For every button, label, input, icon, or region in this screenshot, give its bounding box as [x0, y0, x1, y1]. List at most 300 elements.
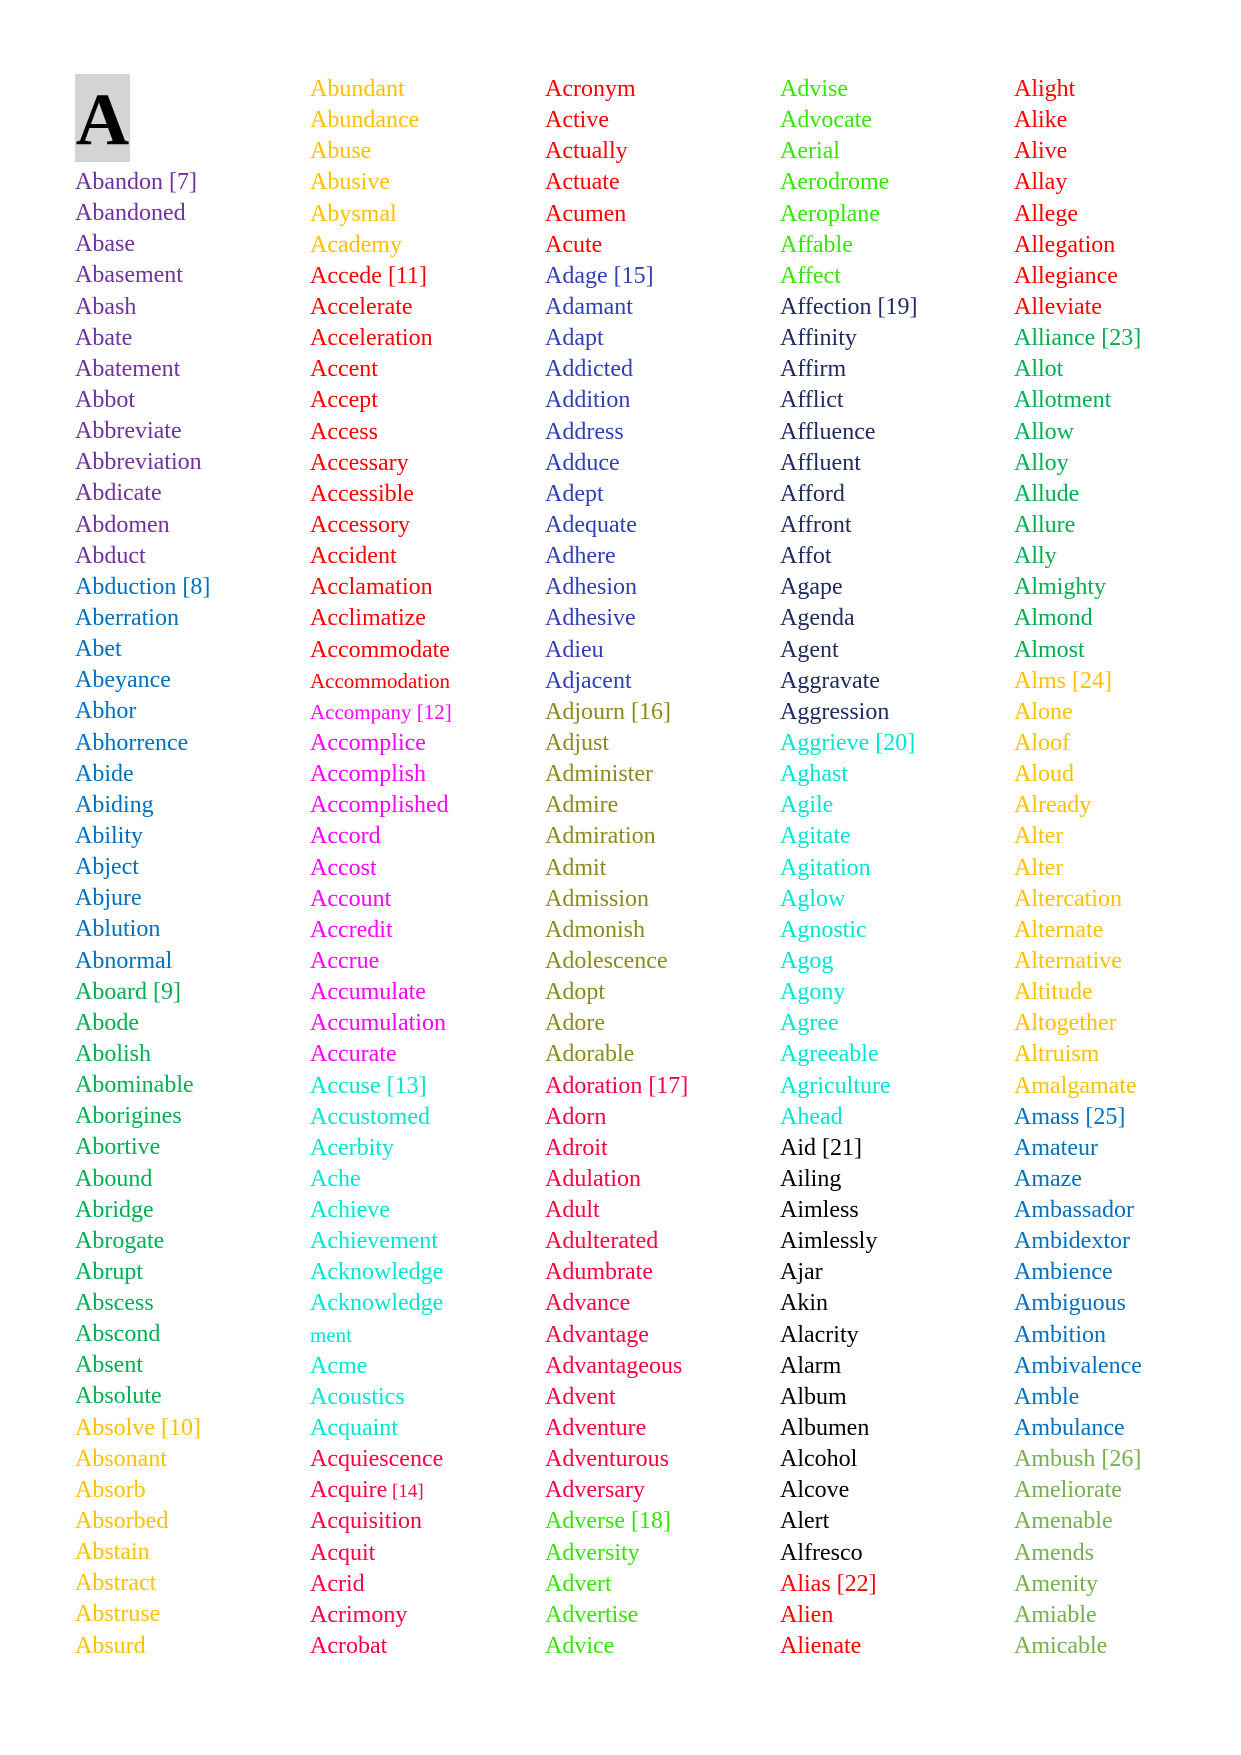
word-text: Abjure [75, 885, 142, 912]
word-entry [1014, 1133, 1241, 1164]
word-text: Agape [780, 574, 843, 601]
word-text: Abhor [75, 698, 137, 725]
word-entry [75, 1101, 305, 1132]
word-entry [780, 1475, 1010, 1506]
word-entry [1014, 1382, 1241, 1413]
word-text: Absolve [10] [75, 1414, 201, 1441]
word-entry [545, 510, 775, 541]
word-text: Abundant [310, 76, 405, 102]
word-text: Abnormal [75, 947, 173, 974]
word-text: Acrid [310, 1570, 365, 1597]
word-entry [75, 292, 305, 323]
word-entry [545, 697, 775, 728]
word-entry [310, 105, 540, 136]
word-entry [780, 136, 1010, 167]
word-entry [310, 1102, 540, 1133]
word-entry [1014, 635, 1241, 666]
word-entry [545, 1631, 775, 1662]
word-text: Alternate [1014, 916, 1104, 943]
word-text: Adamant [545, 293, 633, 320]
word-text: Adage [15] [545, 262, 654, 289]
word-text: Acute [545, 231, 603, 258]
word-text: Accommodate [310, 636, 450, 663]
word-entry [310, 728, 540, 759]
word-text: Acrobat [310, 1633, 388, 1660]
word-entry [545, 1071, 775, 1102]
word-text: Aerial [780, 138, 840, 165]
word-entry [1014, 74, 1241, 105]
word-entry [545, 946, 775, 977]
word-text: Acrimony [310, 1601, 408, 1628]
word-text: Ambush [26] [1014, 1446, 1142, 1473]
word-text: Achievement [310, 1228, 438, 1255]
word-entry [75, 1319, 305, 1350]
word-text: Ailing [780, 1165, 842, 1192]
word-text: Abandon [7] [75, 169, 197, 195]
word-entry [310, 603, 540, 634]
word-text: Abscess [75, 1290, 154, 1317]
word-text: Ache [310, 1165, 361, 1192]
word-text: Agreeable [780, 1041, 879, 1068]
word-entry [310, 385, 540, 416]
word-entry [545, 821, 775, 852]
word-entry [1014, 1320, 1241, 1351]
word-text: Affect [780, 262, 841, 289]
word-entry [75, 198, 305, 229]
word-text: Affection [19] [780, 293, 918, 320]
word-entry [75, 229, 305, 260]
word-entry [1014, 1288, 1241, 1319]
word-text: Ability [75, 822, 144, 849]
word-text: Accessory [310, 511, 410, 538]
word-text: Alfresco [780, 1539, 863, 1566]
word-text: Abbot [75, 386, 135, 413]
word-entry [310, 1039, 540, 1070]
word-text: Album [780, 1383, 847, 1410]
word-entry [310, 261, 540, 292]
word-entry [545, 230, 775, 261]
word-entry [75, 1288, 305, 1319]
word-entry [1014, 136, 1241, 167]
word-entry [1014, 1506, 1241, 1537]
word-entry [780, 635, 1010, 666]
word-entry [545, 1600, 775, 1631]
word-text: Altogether [1014, 1010, 1117, 1037]
word-entry [310, 417, 540, 448]
word-text: Advert [545, 1570, 612, 1597]
word-text: Adduce [545, 449, 620, 476]
word-text: Allot [1014, 356, 1064, 383]
word-entry [780, 603, 1010, 634]
word-text: Allegation [1014, 231, 1116, 258]
word-entry [310, 572, 540, 603]
word-entry [1014, 354, 1241, 385]
word-text: Ambivalence [1014, 1352, 1142, 1379]
word-entry [1014, 1039, 1241, 1070]
word-text: Alone [1014, 698, 1073, 725]
word-text: Alleviate [1014, 293, 1102, 320]
word-entry [780, 167, 1010, 198]
word-text: Abound [75, 1165, 153, 1192]
word-text: Active [545, 107, 609, 134]
word-entry [75, 1381, 305, 1412]
word-text: Acerbity [310, 1134, 394, 1161]
word-text: Agnostic [780, 916, 867, 943]
word-entry [75, 447, 305, 478]
word-text: Achieve [310, 1197, 390, 1224]
word-entry [780, 230, 1010, 261]
word-entry [545, 853, 775, 884]
word-entry [780, 1320, 1010, 1351]
word-entry [545, 1351, 775, 1382]
word-entry [545, 603, 775, 634]
word-text: Abusive [310, 169, 390, 196]
word-entry [1014, 1569, 1241, 1600]
word-text: Alienate [780, 1633, 862, 1660]
word-text: Adorn [545, 1103, 607, 1130]
word-entry [75, 946, 305, 977]
word-text: Absorb [75, 1476, 146, 1503]
word-text: Absent [75, 1352, 143, 1379]
word-column-5 [1014, 74, 1241, 1662]
word-entry [780, 510, 1010, 541]
word-entry [75, 1413, 305, 1444]
word-entry [310, 1444, 540, 1475]
word-text: Adjust [545, 729, 610, 756]
word-text: Acronym [545, 76, 636, 102]
word-text: Acquit [310, 1539, 376, 1566]
word-entry [1014, 915, 1241, 946]
word-text: Adult [545, 1197, 600, 1224]
word-text: Abject [75, 854, 139, 881]
word-text: Aboard [9] [75, 978, 181, 1005]
word-text: Accrue [310, 947, 380, 974]
word-text: Affirm [780, 356, 847, 383]
word-text: Agree [780, 1010, 839, 1037]
word-entry [75, 541, 305, 572]
word-entry [310, 697, 540, 728]
word-entry [545, 1008, 775, 1039]
word-entry [75, 1537, 305, 1568]
word-entry [75, 1444, 305, 1475]
word-text: Acoustics [310, 1383, 405, 1410]
word-text: Absolute [75, 1383, 162, 1410]
word-entry [780, 292, 1010, 323]
word-text: Acme [310, 1352, 368, 1379]
word-entry [545, 666, 775, 697]
word-text: Abrupt [75, 1258, 143, 1285]
word-text: Adversity [545, 1539, 640, 1566]
word-text: Afflict [780, 387, 844, 414]
word-text: Abiding [75, 791, 154, 818]
word-entry [545, 261, 775, 292]
word-entry [75, 167, 305, 198]
word-text: Amaze [1014, 1165, 1082, 1192]
word-text: Affable [780, 231, 853, 258]
word-entry [545, 1257, 775, 1288]
word-text: Accident [310, 543, 397, 570]
word-text: Admission [545, 885, 650, 912]
word-text: Advice [545, 1633, 615, 1660]
word-text: Alter [1014, 854, 1064, 881]
word-entry [310, 1538, 540, 1569]
word-text: Acquiescence [310, 1446, 444, 1473]
word-entry [1014, 385, 1241, 416]
word-entry [75, 1568, 305, 1599]
word-text: Accurate [310, 1041, 397, 1068]
word-text: Addicted [545, 356, 633, 383]
word-entry [780, 821, 1010, 852]
word-entry [780, 1226, 1010, 1257]
word-entry [310, 199, 540, 230]
word-entry [1014, 977, 1241, 1008]
word-text: Abysmal [310, 200, 397, 227]
word-text: Agog [780, 947, 834, 974]
word-entry [75, 914, 305, 945]
word-text: Amicable [1014, 1633, 1108, 1660]
word-text: Affront [780, 511, 852, 538]
word-entry [1014, 728, 1241, 759]
word-entry [545, 105, 775, 136]
word-text: Adulterated [545, 1228, 659, 1255]
word-text: Ambulance [1014, 1415, 1125, 1442]
word-text: Ambition [1014, 1321, 1107, 1348]
word-text: Adequate [545, 511, 637, 538]
word-text: Ambiguous [1014, 1290, 1127, 1317]
word-entry [310, 666, 540, 697]
word-text: Ahead [780, 1103, 843, 1130]
word-text: Allay [1014, 169, 1068, 196]
word-entry [1014, 261, 1241, 292]
word-entry [545, 385, 775, 416]
word-text: Accessary [310, 449, 409, 476]
word-entry [310, 1631, 540, 1662]
word-entry [780, 790, 1010, 821]
word-entry [310, 853, 540, 884]
word-text: Abrogate [75, 1227, 165, 1254]
word-text: Advantageous [545, 1352, 683, 1379]
word-text: Accent [310, 356, 378, 383]
word-text: Affluence [780, 418, 876, 445]
word-entry [780, 417, 1010, 448]
word-entry [780, 1538, 1010, 1569]
word-text: Accept [310, 387, 378, 414]
word-entry [1014, 666, 1241, 697]
word-text: Amble [1014, 1383, 1080, 1410]
word-entry [780, 853, 1010, 884]
word-entry [1014, 323, 1241, 354]
word-entry [1014, 946, 1241, 977]
word-entry [310, 946, 540, 977]
word-entry [1014, 759, 1241, 790]
word-text: Accessible [310, 480, 414, 507]
word-text: Accelerate [310, 293, 413, 320]
word-entry [310, 354, 540, 385]
word-entry [310, 136, 540, 167]
word-text: Actually [545, 138, 628, 165]
word-column-2 [310, 74, 540, 1662]
word-entry [75, 1475, 305, 1506]
word-text: Acumen [545, 200, 627, 227]
word-text: ment [310, 1322, 352, 1347]
word-text: Abbreviate [75, 418, 182, 445]
word-text: Almond [1014, 605, 1093, 632]
word-text: Abolish [75, 1040, 152, 1067]
word-text: Adventurous [545, 1446, 669, 1473]
word-entry [310, 915, 540, 946]
word-text: Allegiance [1014, 262, 1118, 289]
word-text: Actuate [545, 169, 620, 196]
word-entry [310, 1569, 540, 1600]
word-entry [75, 1257, 305, 1288]
word-text: Abstract [75, 1570, 157, 1597]
word-entry [780, 759, 1010, 790]
word-text: Acclamation [310, 574, 433, 601]
word-text: Absonant [75, 1445, 167, 1472]
word-text: Adjacent [545, 667, 632, 694]
word-entry [780, 448, 1010, 479]
word-entry [75, 883, 305, 914]
word-entry [310, 510, 540, 541]
word-text: Allude [1014, 480, 1080, 507]
word-column-1 [75, 74, 305, 1662]
word-text: Abbreviation [75, 449, 202, 476]
word-entry [545, 1569, 775, 1600]
word-entry [75, 1164, 305, 1195]
word-entry [545, 1164, 775, 1195]
word-text: Aggression [780, 698, 890, 725]
word-entry [1014, 853, 1241, 884]
word-text: Accumulate [310, 979, 426, 1006]
word-text: Aloof [1014, 729, 1070, 756]
word-entry [545, 136, 775, 167]
word-entry [780, 1164, 1010, 1195]
word-entry [75, 1008, 305, 1039]
word-entry [545, 759, 775, 790]
word-entry [780, 1569, 1010, 1600]
word-entry [780, 572, 1010, 603]
word-entry [780, 1631, 1010, 1662]
word-text: Abortive [75, 1134, 161, 1161]
word-text: Aerodrome [780, 169, 890, 196]
word-text: Abase [75, 231, 135, 258]
word-entry [780, 74, 1010, 105]
word-text: Albumen [780, 1415, 870, 1442]
word-entry [780, 105, 1010, 136]
word-entry [75, 354, 305, 385]
word-entry [75, 1599, 305, 1630]
word-text: Addition [545, 387, 631, 414]
word-text: Acquaint [310, 1415, 398, 1442]
word-text: Aberration [75, 604, 179, 631]
word-entry [1014, 1257, 1241, 1288]
word-text: Altercation [1014, 885, 1122, 912]
word-entry [1014, 1631, 1241, 1662]
section-letter: A [75, 74, 130, 162]
word-entry [545, 74, 775, 105]
word-text: Amalgamate [1014, 1072, 1137, 1099]
word-entry [75, 759, 305, 790]
word-text: Agile [780, 792, 834, 819]
word-entry [75, 821, 305, 852]
word-text: Aeroplane [780, 200, 880, 227]
word-entry [75, 1195, 305, 1226]
word-text: Accommodation [310, 668, 450, 693]
word-text: Advise [780, 76, 848, 102]
word-entry [310, 1008, 540, 1039]
word-text: Abdicate [75, 480, 162, 507]
word-text: Advertise [545, 1601, 639, 1628]
word-entry [1014, 1600, 1241, 1631]
word-text: Advocate [780, 107, 872, 134]
word-entry [310, 1413, 540, 1444]
word-entry [780, 697, 1010, 728]
word-entry [75, 416, 305, 447]
word-entry [75, 1350, 305, 1381]
word-entry [310, 167, 540, 198]
word-text: Abandoned [75, 200, 186, 227]
word-entry [1014, 230, 1241, 261]
word-text: Abatement [75, 355, 181, 382]
word-entry [780, 1413, 1010, 1444]
word-entry [1014, 541, 1241, 572]
word-text: Amiable [1014, 1601, 1097, 1628]
word-text: Aborigines [75, 1103, 182, 1130]
word-entry [75, 1226, 305, 1257]
word-entry [75, 478, 305, 509]
word-entry [780, 199, 1010, 230]
word-entry [75, 1039, 305, 1070]
word-entry [780, 884, 1010, 915]
word-entry [780, 977, 1010, 1008]
word-entry [545, 1195, 775, 1226]
word-entry [1014, 1008, 1241, 1039]
word-entry [75, 385, 305, 416]
word-text: Admire [545, 792, 619, 819]
word-text: Aghast [780, 761, 848, 788]
word-text: Abode [75, 1009, 139, 1036]
word-text: Alert [780, 1508, 830, 1535]
word-entry [780, 479, 1010, 510]
word-text: Adopt [545, 979, 605, 1006]
word-entry [75, 323, 305, 354]
word-entry [310, 1288, 540, 1319]
word-entry [545, 292, 775, 323]
word-text: Acknowledge [310, 1259, 444, 1286]
word-entry [545, 1475, 775, 1506]
word-entry [310, 1351, 540, 1382]
word-entry [75, 260, 305, 291]
word-text: Allure [1014, 511, 1076, 538]
word-entry [310, 448, 540, 479]
word-entry [780, 915, 1010, 946]
word-entry [780, 385, 1010, 416]
word-entry [310, 74, 540, 105]
word-text: Accustomed [310, 1103, 430, 1130]
word-text: Abash [75, 293, 137, 320]
word-text: Agony [780, 979, 846, 1006]
word-entry [545, 448, 775, 479]
word-text: Adhere [545, 543, 616, 570]
word-entry [780, 1444, 1010, 1475]
word-text: Alms [24] [1014, 667, 1112, 694]
word-entry [545, 1133, 775, 1164]
word-text: Absurd [75, 1632, 146, 1659]
word-text: Alternative [1014, 947, 1122, 974]
word-text: Altruism [1014, 1041, 1100, 1068]
word-text: Alarm [780, 1352, 842, 1379]
word-entry [310, 1600, 540, 1631]
